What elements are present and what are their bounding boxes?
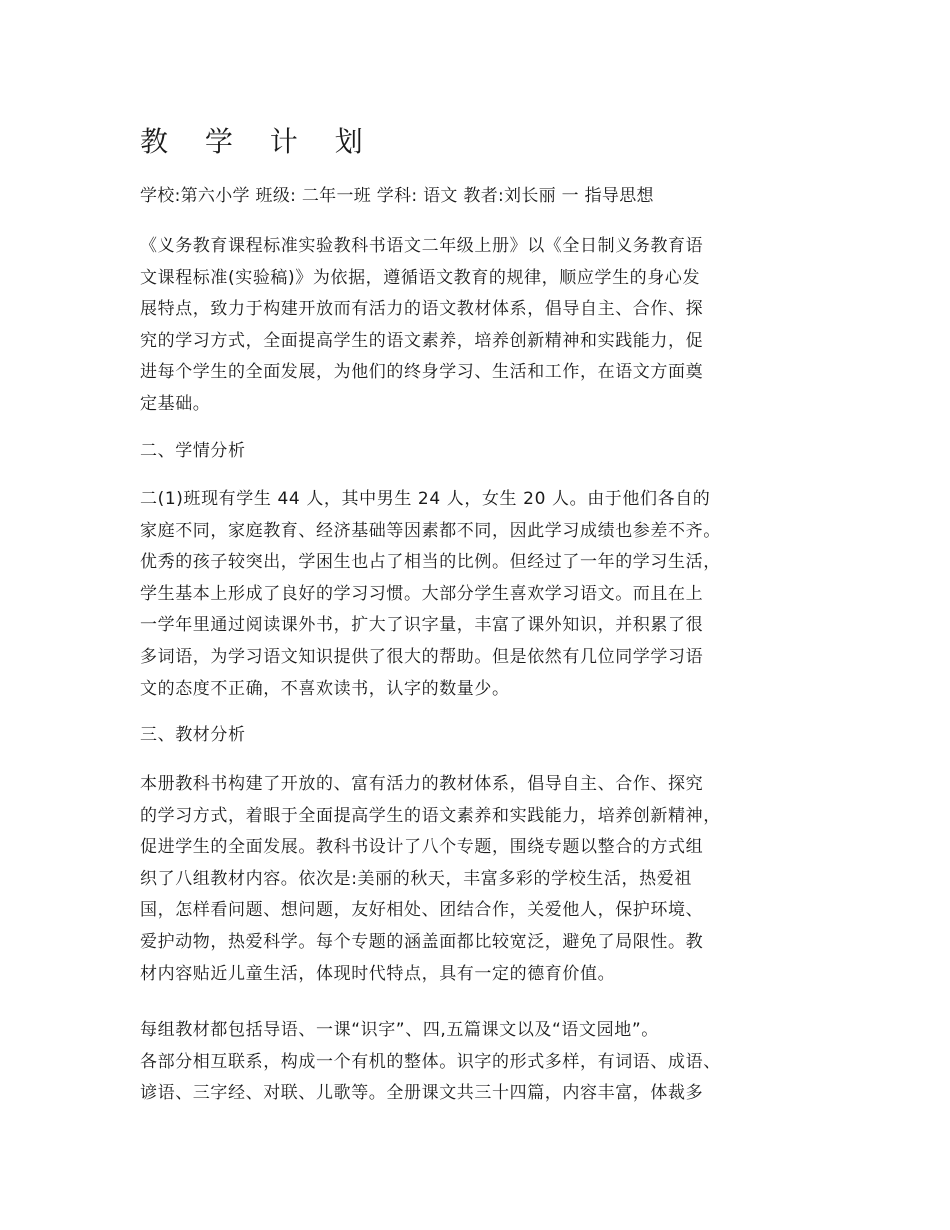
paragraph-line: 一学年里通过阅读课外书，扩大了识字量，丰富了课外知识，并积累了很 xyxy=(140,615,704,636)
paragraph-line: 本册教科书构建了开放的、富有活力的教材体系，倡导自主、合作、探究 xyxy=(140,774,704,794)
paragraph-line: 谚语、三字经、对联、儿歌等。全册课文共三十四篇，内容丰富，体裁多 xyxy=(140,1083,704,1104)
guiding-thought-paragraph xyxy=(140,231,703,421)
paragraph-line: 展特点，致力于构建开放而有活力的语文教材体系，倡导自主、合作、探 xyxy=(140,299,704,320)
paragraph-line: 织了八组教材内容。依次是:美丽的秋天，丰富多彩的学校生活，热爱祖 xyxy=(140,868,692,889)
paragraph-line: 每组教材都包括导语、一课“识字”、四,五篇课文以及“语文园地”。 xyxy=(140,1020,659,1040)
paragraph-line: 进每个学生的全面发展，为他们的终身学习、生活和工作，在语文方面奠 xyxy=(140,362,704,383)
student-analysis-paragraph xyxy=(140,484,721,705)
paragraph-line: 究的学习方式，全面提高学生的语文素养，培养创新精神和实践能力，促 xyxy=(140,330,704,351)
paragraph-line: 优秀的孩子较突出，学困生也占了相当的比例。但经过了一年的学习生活， xyxy=(140,552,721,573)
paragraph-line: 学生基本上形成了良好的学习习惯。大部分学生喜欢学习语文。而且在上 xyxy=(140,583,704,604)
paragraph-line: 促进学生的全面发展。教科书设计了八个专题，围绕专题以整合的方式组 xyxy=(140,837,704,858)
textbook-analysis-paragraph xyxy=(140,769,721,990)
paragraph-line: 多词语，为学习语文知识提供了很大的帮助。但是依然有几位同学学习语 xyxy=(140,646,704,667)
paragraph-line: 文课程标准(实验稿)》为依据，遵循语文教育的规律，顺应学生的身心发 xyxy=(140,267,701,288)
paragraph-line: 家庭不同，家庭教育、经济基础等因素都不同，因此学习成绩也参差不齐。 xyxy=(140,520,721,541)
school-info-line: 学校:第六小学 班级: 二年一班 学科: 语文 教者:刘长丽 一 指导思想 xyxy=(140,186,654,206)
paragraph-line: 定基础。 xyxy=(140,393,211,414)
textbook-structure-paragraph xyxy=(140,1015,721,1110)
section-heading-student-analysis: 二、学情分析 xyxy=(140,441,246,461)
section-heading-textbook-analysis: 三、教材分析 xyxy=(140,725,246,745)
paragraph-line: 的学习方式，着眼于全面提高学生的语文素养和实践能力，培养创新精神， xyxy=(140,805,721,826)
paragraph-line: 《义务教育课程标准实验教科书语文二年级上册》以《全日制义务教育语 xyxy=(140,236,704,256)
paragraph-line: 爱护动物，热爱科学。每个专题的涵盖面都比较宽泛，避免了局限性。教 xyxy=(140,931,704,952)
page-title: 教 学 计 划 xyxy=(140,125,377,158)
paragraph-line: 二(1)班现有学生 44 人，其中男生 24 人，女生 20 人。由于他们各自的 xyxy=(140,489,711,509)
paragraph-line: 文的态度不正确，不喜欢读书，认字的数量少。 xyxy=(140,678,510,699)
paragraph-line: 各部分相互联系，构成一个有机的整体。识字的形式多样，有词语、成语、 xyxy=(140,1051,721,1072)
paragraph-line: 国，怎样看问题、想问题，友好相处、团结合作，关爱他人，保护环境、 xyxy=(140,900,704,921)
paragraph-line: 材内容贴近儿童生活，体现时代特点，具有一定的德育价值。 xyxy=(140,963,616,984)
